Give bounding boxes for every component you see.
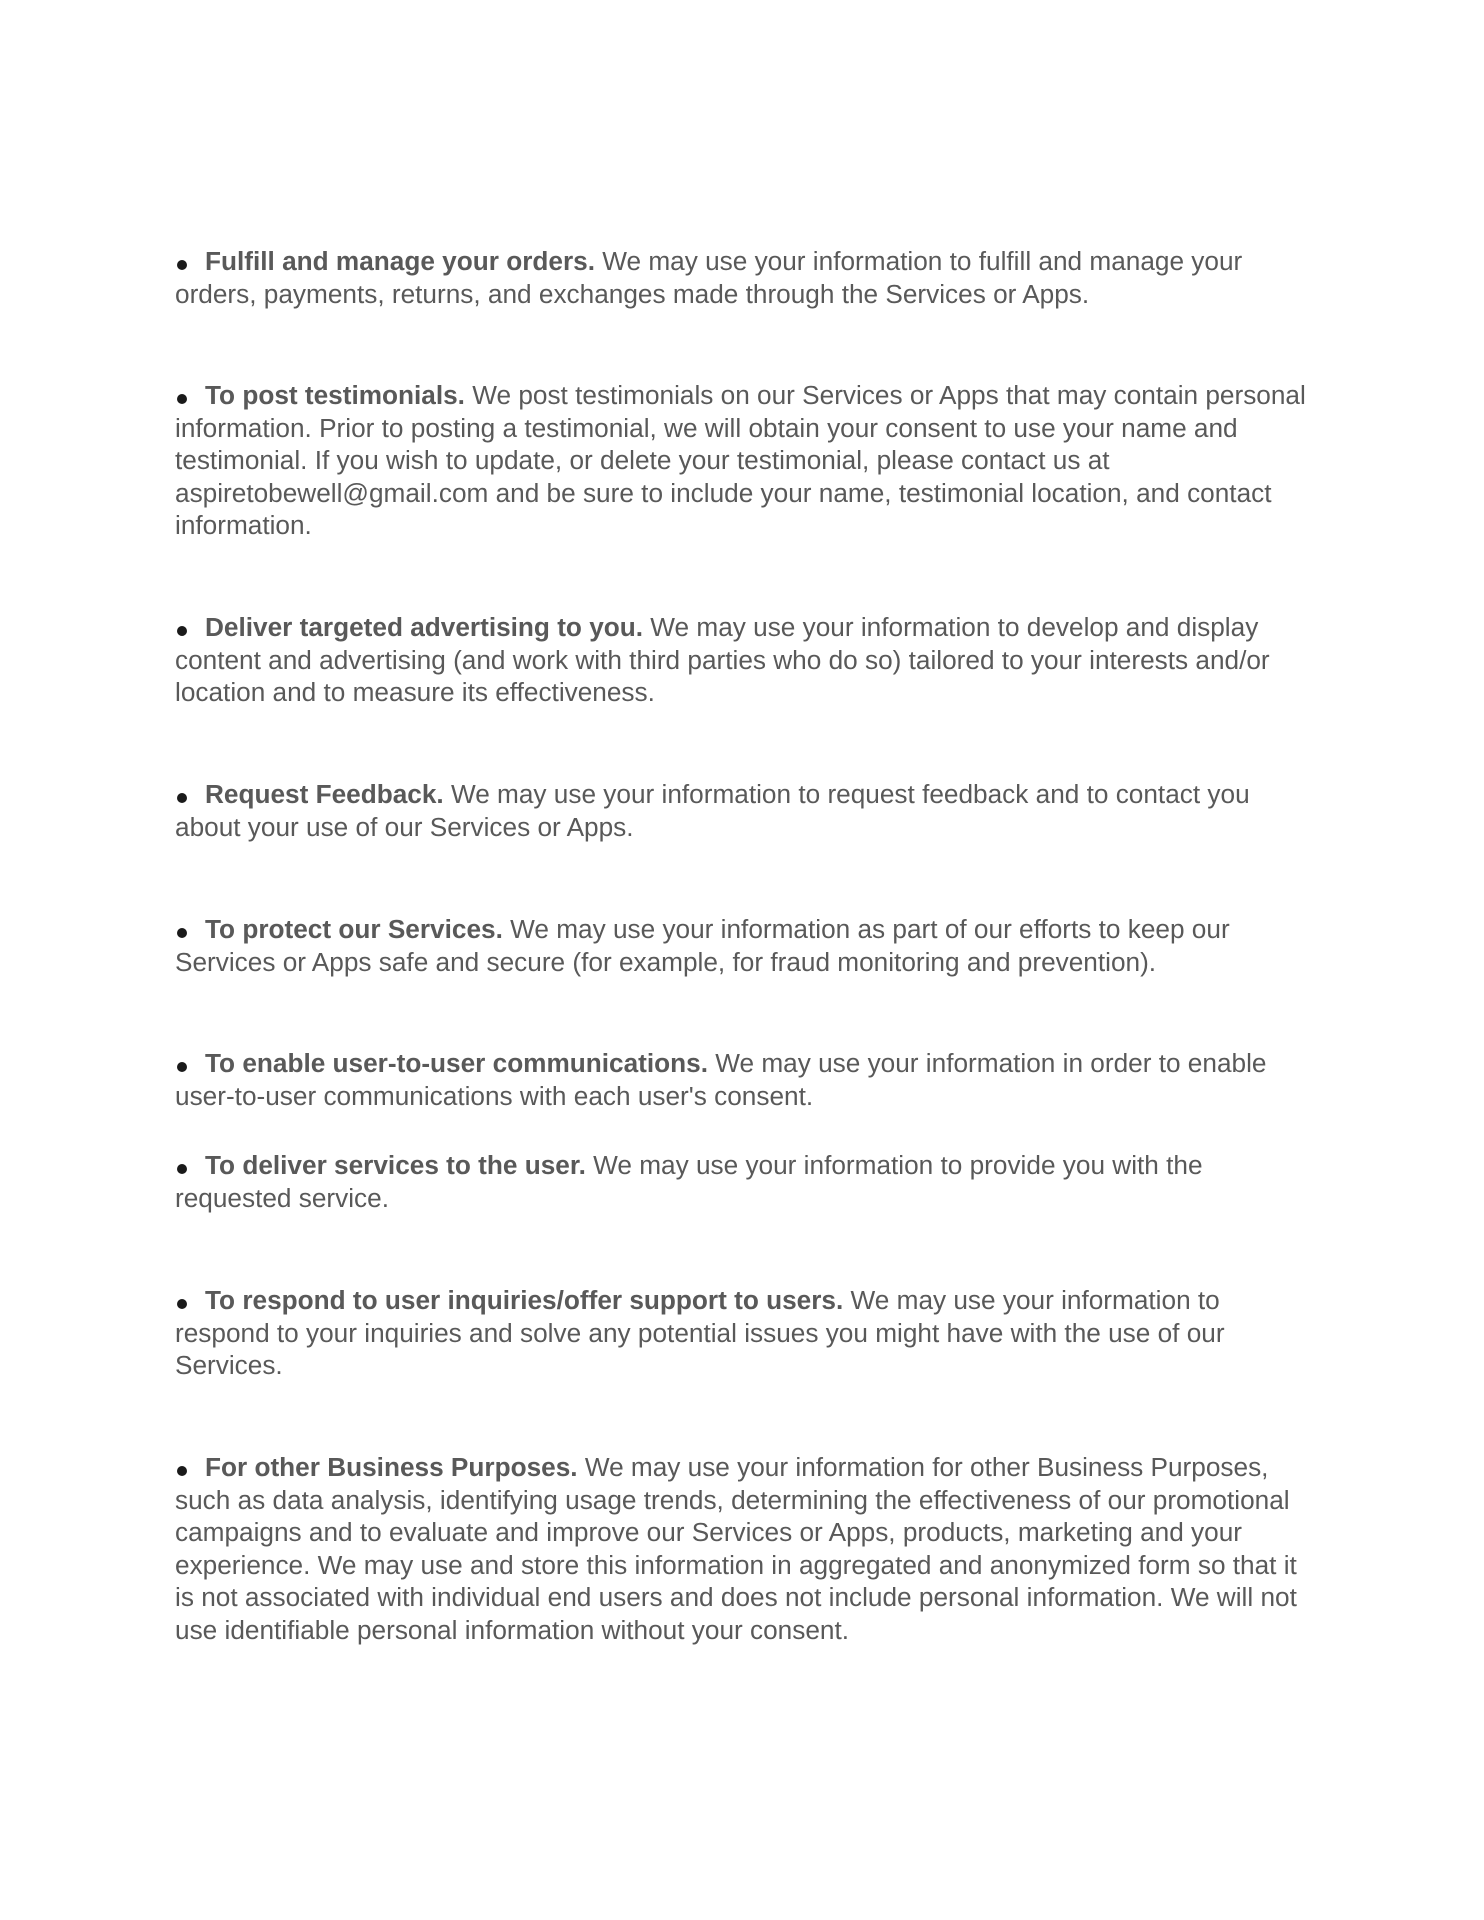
list-item bbox=[175, 913, 1320, 978]
item-heading: To post testimonials. bbox=[205, 380, 465, 410]
list-item bbox=[175, 1284, 1320, 1382]
item-body: We may use your information to respond to your inquiries and solve any potential issues you might have with the use of our Services. bbox=[175, 1285, 1225, 1380]
item-body: We post testimonials on our Services or Apps that may contain personal information. Prior to posting a testimonial, we will obtain your consent to use your name and testimonial. If you wish to update, or delete your testimonial, please contact us at aspiretobewell@gmail.com and be sure to include your name, testimonial location, and contact information. bbox=[175, 380, 1306, 540]
item-body: We may use your information to provide you with the requested service. bbox=[175, 1150, 1203, 1213]
item-heading: Deliver targeted advertising to you. bbox=[205, 612, 644, 642]
item-body: We may use your information in order to enable user-to-user communications with each user's consent. bbox=[175, 1048, 1267, 1111]
list-item bbox=[175, 611, 1320, 709]
item-heading: Request Feedback. bbox=[205, 779, 444, 809]
item-heading: To protect our Services. bbox=[205, 914, 503, 944]
list-item bbox=[175, 778, 1320, 843]
item-body: We may use your information as part of our efforts to keep our Services or Apps safe and secure (for example, for fraud monitoring and prevention). bbox=[175, 914, 1230, 977]
list-item bbox=[175, 1149, 1320, 1214]
list-item bbox=[175, 1047, 1320, 1112]
item-body: We may use your information to develop and display content and advertising (and work with third parties who do so) tailored to your interests and/or location and to measure its effectiveness. bbox=[175, 612, 1270, 707]
list-item bbox=[175, 379, 1320, 542]
item-heading: For other Business Purposes. bbox=[205, 1452, 578, 1482]
item-heading: To deliver services to the user. bbox=[205, 1150, 586, 1180]
item-body: We may use your information for other Business Purposes, such as data analysis, identifying usage trends, determining the effectiveness of our promotional campaigns and to evaluate and improve our Services or Apps, products, marketing and your experience. We may use and store this information in aggregated and anonymized form so that it is not associated with individual end users and does not include personal information. We will not use identifiable personal information without your consent. bbox=[175, 1452, 1297, 1645]
item-heading: To enable user-to-user communications. bbox=[205, 1048, 708, 1078]
item-body: We may use your information to fulfill and manage your orders, payments, returns, and exchanges made through the Services or Apps. bbox=[175, 246, 1243, 309]
list-item bbox=[175, 1451, 1320, 1646]
list-item bbox=[175, 245, 1320, 310]
item-heading: Fulfill and manage your orders. bbox=[205, 246, 595, 276]
item-body: We may use your information to request feedback and to contact you about your use of our Services or Apps. bbox=[175, 779, 1250, 842]
item-heading: To respond to user inquiries/offer support to users. bbox=[205, 1285, 844, 1315]
